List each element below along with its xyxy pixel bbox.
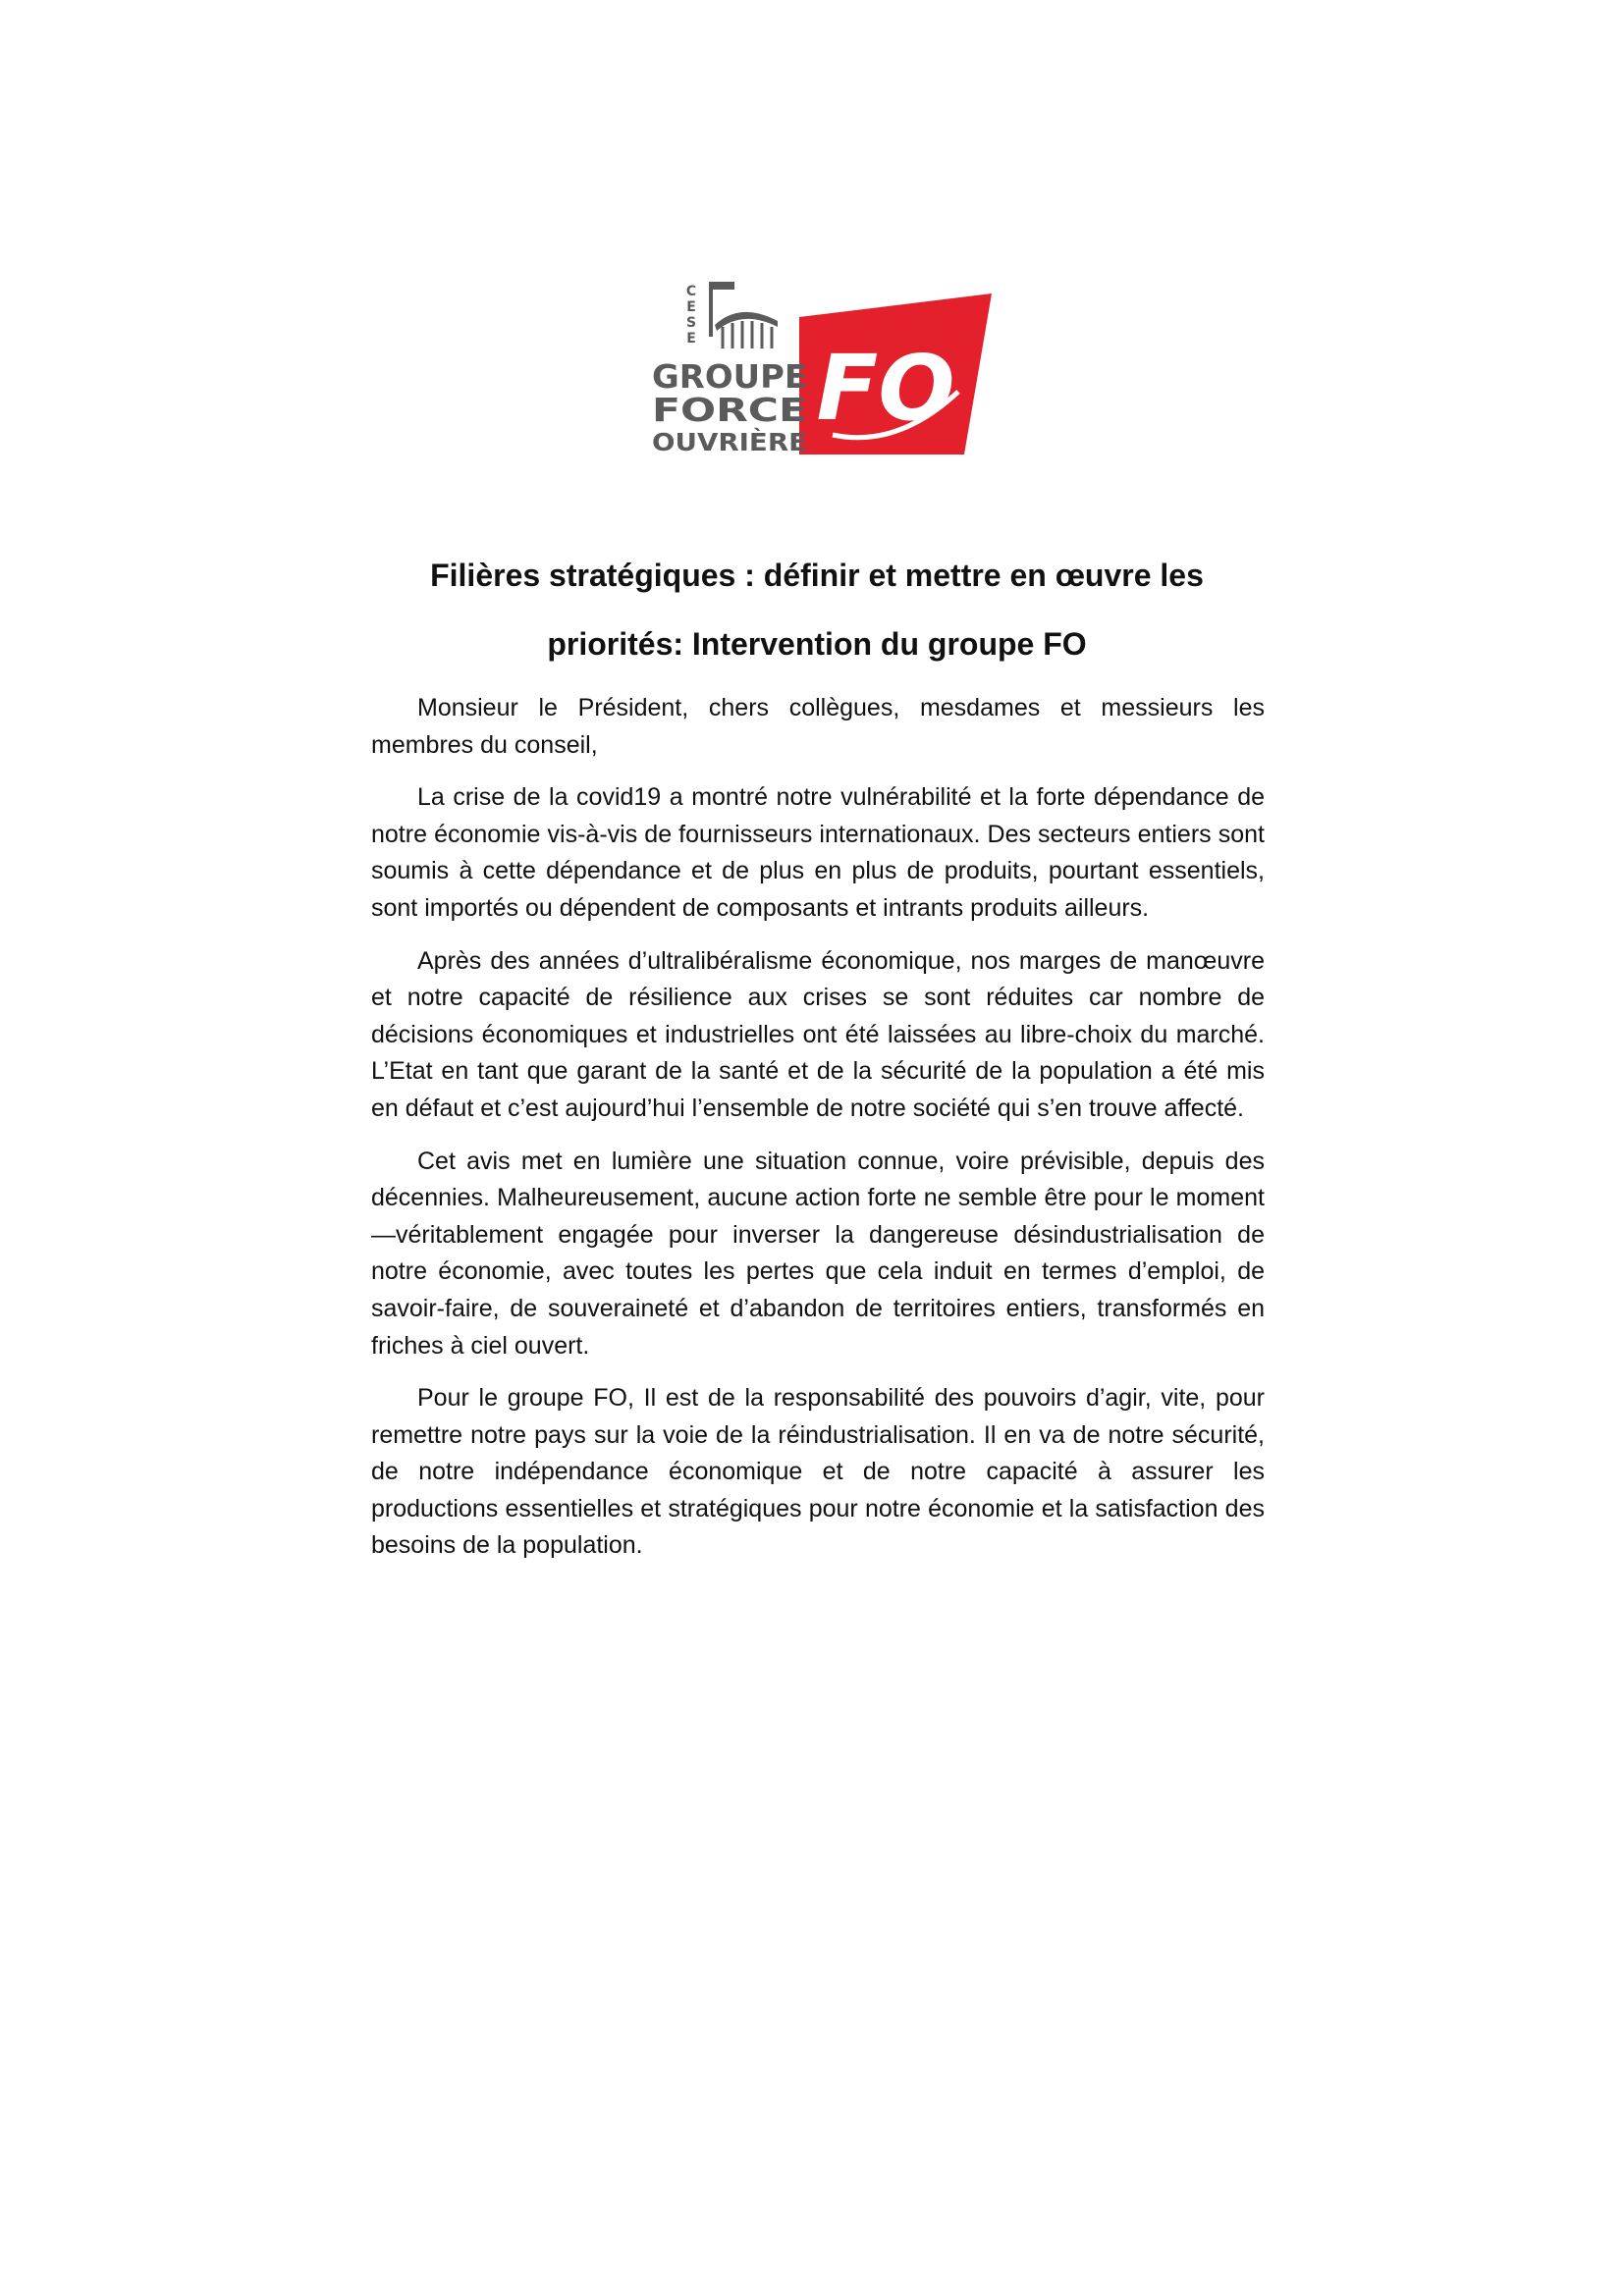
- logo-line-ouvriere: OUVRIÈRE: [652, 428, 807, 456]
- paragraph-ultraliberalism: Après des années d’ultralibéralisme économique, nos marges de manœuvre et notre capacité de résilience aux crises se sont réduites car nombre de décisions économiques et industrielles ont été laissées au libre-choix du marché. L’Etat en tant que garant de la santé et de la sécurité de la population a été mis en défaut et c’est aujourd’hui l’ensemble de notre société qui s’en trouve affecté.: [371, 946, 1265, 1122]
- document-title: [369, 541, 1265, 678]
- title-line-2: priorités: Intervention du groupe FO: [547, 626, 1087, 663]
- logo-line-groupe: GROUPE: [652, 357, 807, 396]
- logo-cese-letter: E: [686, 299, 696, 315]
- logo-line-force: FORCE: [652, 391, 807, 429]
- document-body: [371, 690, 1265, 1580]
- logo-columns: [723, 321, 772, 348]
- logo-cese-letter: C: [685, 284, 697, 299]
- logo-cese-letter: S: [685, 315, 697, 331]
- logo-cese-letter: E: [686, 331, 696, 347]
- paragraph-greeting: Monsieur le Président, chers collègues, mesdames et messieurs les membres du conseil,: [371, 694, 1265, 759]
- paragraph-conclusion: Pour le groupe FO, Il est de la responsabilité des pouvoirs d’agir, vite, pour remettre notre pays sur la voie de la réindustrialisation. Il en va de notre sécurité, de notre indépendance économique et de notre capacité à assurer les productions essentielles et stratégiques pour notre économie et la satisfaction des besoins de la population.: [371, 1384, 1265, 1560]
- title-line-1: Filières stratégiques : définir et mettre en œuvre les: [430, 558, 1204, 594]
- logo-graphic: [652, 282, 996, 456]
- paragraph-crisis: La crise de la covid19 a montré notre vulnérabilité et la forte dépendance de notre économie vis-à-vis de fournisseurs internationaux. Des secteurs entiers sont soumis à cette dépendance et de plus en plus de produits, pourtant essentiels, sont importés ou dépendent de composants et intrants produits ailleurs.: [371, 783, 1265, 922]
- logo-dome: [715, 312, 778, 331]
- cese-fo-logo: [652, 282, 996, 456]
- paragraph-opinion: Cet avis met en lumière une situation connue, voire prévisible, depuis des décennies. Malheureusement, aucune action forte ne semble être pour le moment—véritablement engagée pour inverser la dangereuse désindustrialisation de notre économie, avec toutes les pertes que cela induit en termes d’emploi, de savoir-faire, de souveraineté et d’abandon de territoires entiers, transformés en friches à ciel ouvert.: [371, 1147, 1265, 1360]
- logo-fo-mark: FO: [816, 336, 955, 441]
